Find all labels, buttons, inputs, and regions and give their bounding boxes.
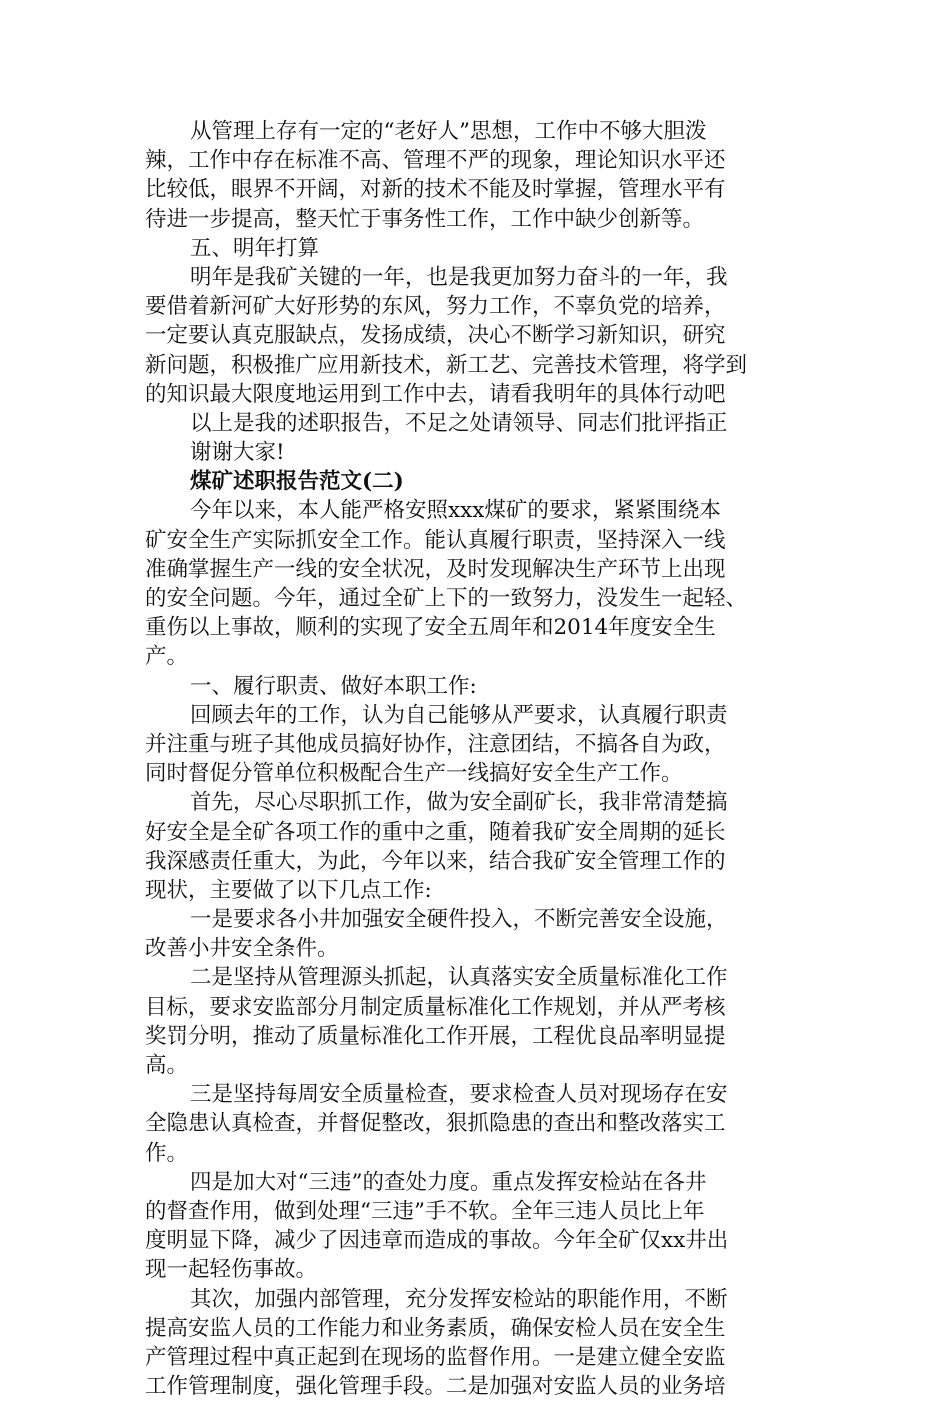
text-line: 明年是我矿关键的一年，也是我更加努力奋斗的一年，我 [190, 264, 728, 290]
text-line: 今年以来，本人能严格安照xxx煤矿的要求，紧紧围绕本 [190, 498, 721, 524]
text-line: 矿安全生产实际抓安全工作。能认真履行职责，坚持深入一线 [145, 527, 726, 553]
text-line: 三是坚持每周安全质量检查，要求检查人员对现场存在安 [190, 1082, 728, 1108]
text-line: 辣，工作中存在标准不高、管理不严的现象，理论知识水平还 [145, 148, 726, 174]
document-body [145, 117, 805, 1401]
text-line: 奖罚分明，推动了质量标准化工作开展，工程优良品率明显提 [145, 1023, 726, 1049]
section-heading: 煤矿述职报告范文(二) [190, 469, 404, 495]
text-line: 并注重与班子其他成员搞好协作，注意团结，不搞各自为政， [145, 731, 726, 757]
text-line: 的安全问题。今年，通过全矿上下的一致努力，没发生一起轻、 [145, 586, 748, 611]
text-line: 作。 [145, 1140, 189, 1166]
text-line: 从管理上存有一定的“老好人”思想，工作中不够大胆泼 [190, 119, 707, 144]
text-line: 新问题，积极推广应用新技术，新工艺、完善技术管理，将学到 [145, 352, 748, 378]
text-line: 二是坚持从管理源头抓起，认真落实安全质量标准化工作 [190, 965, 728, 991]
text-line: 全隐患认真检查，并督促整改，狠抓隐患的查出和整改落实工 [145, 1111, 726, 1137]
text-line: 比较低，眼界不开阔，对新的技术不能及时掌握，管理水平有 [145, 177, 726, 203]
text-line: 好安全是全矿各项工作的重中之重，随着我矿安全周期的延长 [145, 819, 726, 845]
text-line: 提高安监人员的工作能力和业务素质，确保安检人员在安全生 [145, 1315, 726, 1341]
text-line: 五、明年打算 [190, 235, 320, 261]
text-line: 目标，要求安监部分月制定质量标准化工作规划，并从严考核 [145, 994, 726, 1020]
text-line: 产管理过程中真正起到在现场的监督作用。一是建立健全安监 [145, 1344, 726, 1370]
text-line: 首先，尽心尽职抓工作，做为安全副矿长，我非常清楚搞 [190, 790, 728, 816]
text-line: 度明显下降，减少了因违章而造成的事故。今年全矿仅xx井出 [145, 1228, 729, 1254]
text-line: 重伤以上事故，顺利的实现了安全五周年和2014年度安全生 [145, 615, 716, 641]
text-line: 的知识最大限度地运用到工作中去，请看我明年的具体行动吧 [145, 381, 726, 407]
text-line: 要借着新河矿大好形势的东风，努力工作，不辜负党的培养， [145, 294, 726, 320]
text-line: 的督查作用，做到处理“三违”手不软。全年三违人员比上年 [145, 1198, 705, 1224]
text-line: 改善小井安全条件。 [145, 936, 339, 962]
text-line: 同时督促分管单位积极配合生产一线搞好安全生产工作。 [145, 761, 683, 787]
text-line: 一定要认真克服缺点，发扬成绩，决心不断学习新知识，研究 [145, 323, 726, 349]
text-line: 四是加大对“三违”的查处力度。重点发挥安检站在各井 [190, 1169, 707, 1195]
text-line: 现状，主要做了以下几点工作: [145, 877, 432, 903]
text-line: 我深感责任重大，为此，今年以来，结合我矿安全管理工作的 [145, 848, 726, 874]
text-line: 谢谢大家! [190, 440, 285, 466]
text-line: 现一起轻伤事故。 [145, 1257, 318, 1283]
text-line: 一是要求各小井加强安全硬件投入，不断完善安全设施， [190, 907, 728, 933]
text-line: 其次，加强内部管理，充分发挥安检站的职能作用，不断 [190, 1286, 728, 1312]
text-line: 待进一步提高，整天忙于事务性工作，工作中缺少创新等。 [145, 206, 705, 232]
text-line: 产。 [145, 644, 189, 670]
text-line: 工作管理制度，强化管理手段。二是加强对安监人员的业务培 [145, 1374, 726, 1400]
text-line: 一、履行职责、做好本职工作: [190, 673, 477, 699]
text-line: 准确掌握生产一线的安全状况，及时发现解决生产环节上出现 [145, 556, 726, 582]
text-line: 高。 [145, 1053, 189, 1078]
text-line: 以上是我的述职报告，不足之处请领导、同志们批评指正 [190, 410, 728, 436]
text-line: 回顾去年的工作，认为自己能够从严要求，认真履行职责 [190, 702, 728, 728]
